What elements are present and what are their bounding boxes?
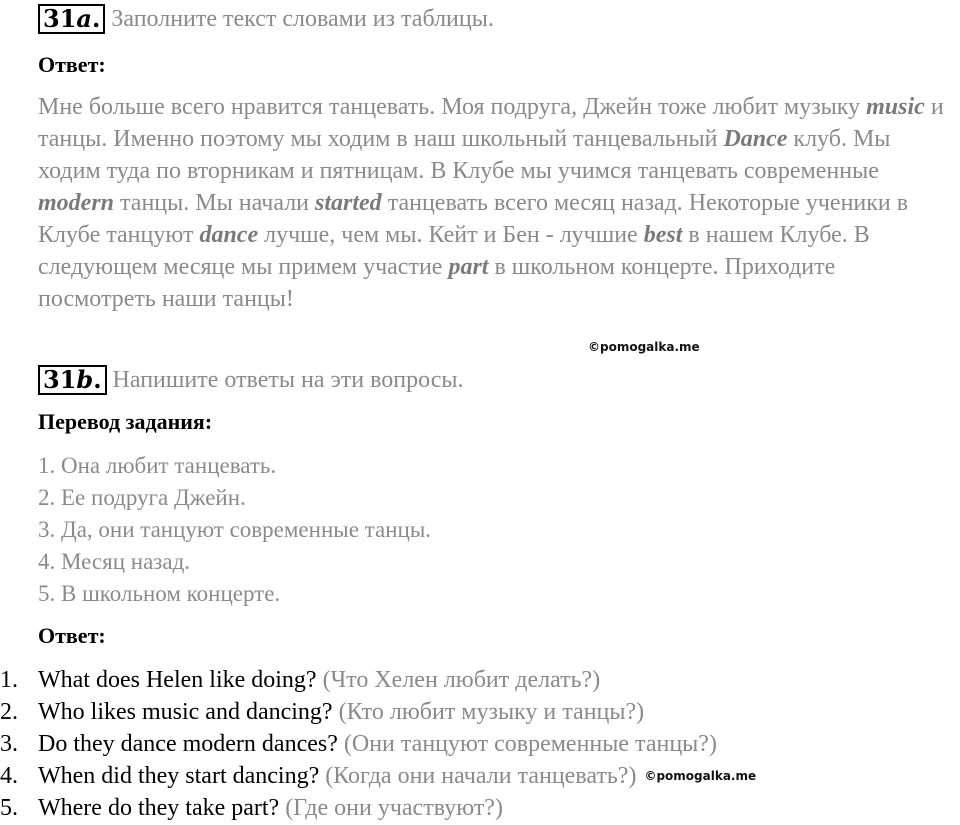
keyword: best	[643, 222, 683, 248]
translation-list	[38, 450, 431, 610]
paragraph-text: танцы. Мы начали	[114, 190, 316, 216]
list-item: 4. Месяц назад.	[38, 549, 191, 574]
list-item	[0, 696, 756, 728]
paragraph-text: и танцы. Именно поэтому мы ходим в наш школьный танцевальный	[38, 94, 944, 152]
list-item: 2. Ее подруга Джейн.	[38, 485, 246, 510]
list-item	[0, 760, 756, 792]
question-number: 4.	[0, 763, 18, 789]
paragraph-text: клуб. Мы ходим туда по вторникам и пятницам. В Клубе мы учимся танцевать современные	[38, 126, 891, 184]
list-item	[0, 664, 756, 696]
question-en: When did they start dancing?	[38, 763, 320, 789]
task-number-badge: 31b.	[38, 365, 107, 395]
list-item	[0, 728, 756, 760]
keyword: modern	[38, 190, 115, 216]
task-instruction: Напишите ответы на эти вопросы.	[112, 366, 464, 393]
keyword: dance	[199, 222, 259, 248]
question-en: Where do they take part?	[38, 795, 280, 821]
task-number-badge: 31a.	[38, 4, 105, 34]
question-list	[0, 664, 756, 824]
question-number: 1.	[0, 667, 18, 693]
question-ru: (Где они участвуют?)	[285, 795, 503, 821]
paragraph-text: танцевать всего месяц назад. Некоторые ученики в Клубе танцуют	[38, 190, 909, 248]
question-ru: (Что Хелен любит делать?)	[322, 667, 601, 693]
question-ru: (Они танцуют современные танцы?)	[343, 731, 717, 757]
answer-paragraph	[38, 91, 958, 315]
keyword: part	[448, 254, 489, 280]
list-item: 5. В школьном концерте.	[38, 581, 281, 606]
question-en: Who likes music and dancing?	[38, 699, 333, 725]
paragraph-text: в нашем Клубе. В следующем месяце мы примем участие	[38, 222, 870, 280]
answer-heading: Ответ:	[38, 623, 106, 648]
list-item: 1. Она любит танцевать.	[38, 453, 277, 478]
list-item: 3. Да, они танцуют современные танцы.	[38, 517, 432, 542]
translation-heading: Перевод задания:	[38, 409, 213, 434]
watermark: ©pomogalka.me	[644, 769, 757, 783]
paragraph-text: лучше, чем мы. Кейт и Бен - лучшие	[258, 222, 644, 248]
keyword: music	[866, 94, 925, 120]
watermark: ©pomogalka.me	[588, 340, 700, 354]
task-31a-header	[38, 4, 494, 34]
keyword: started	[315, 190, 382, 216]
question-ru: (Кто любит музыку и танцы?)	[338, 699, 645, 725]
question-number: 5.	[0, 795, 18, 821]
answer-heading: Ответ:	[38, 52, 106, 77]
question-ru: (Когда они начали танцевать?)	[325, 763, 637, 789]
task-instruction: Заполните текст словами из таблицы.	[111, 5, 494, 32]
keyword: Dance	[723, 126, 788, 152]
list-item	[0, 792, 756, 824]
task-31b-header	[38, 365, 464, 395]
question-en: What does Helen like doing?	[38, 667, 317, 693]
paragraph-text: в школьном концерте. Приходите посмотреть наши танцы!	[38, 254, 836, 312]
paragraph-text: Мне больше всего нравится танцевать. Моя подруга, Джейн тоже любит музыку	[38, 94, 867, 120]
question-number: 2.	[0, 699, 18, 725]
question-number: 3.	[0, 731, 18, 757]
question-en: Do they dance modern dances?	[38, 731, 338, 757]
